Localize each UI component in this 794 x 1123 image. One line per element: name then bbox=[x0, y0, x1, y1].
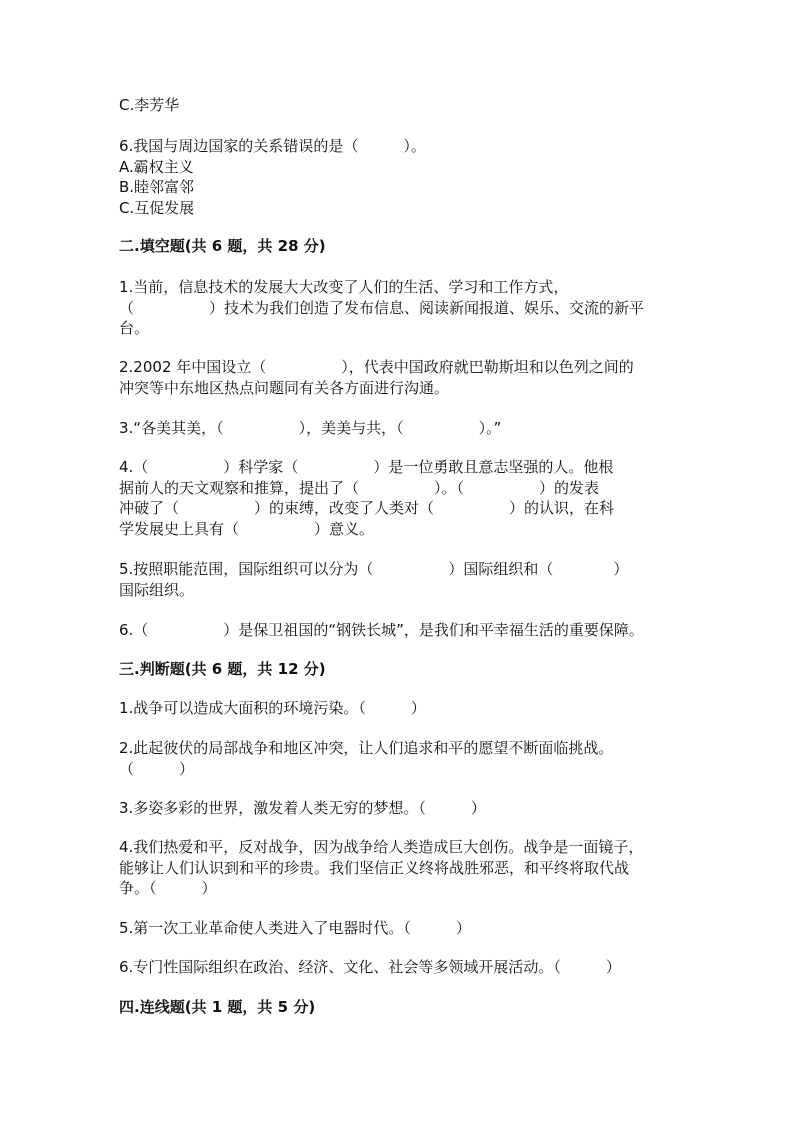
question-line: 2.2002 年中国设立（ ），代表中国政府就巴勒斯坦和以色列之间的 bbox=[119, 358, 634, 376]
true-false-question-3 bbox=[119, 798, 486, 819]
true-false-question-1 bbox=[119, 698, 426, 719]
question-line: 1.当前，信息技术的发展大大改变了人们的生活、学习和工作方式， bbox=[119, 278, 569, 296]
question-line: 3.多姿多彩的世界，激发着人类无穷的梦想。（ ） bbox=[119, 799, 486, 817]
question-line: （ ）技术为我们创造了发布信息、阅读新闻报道、娱乐、交流的新平 bbox=[119, 298, 645, 317]
question-line: 4.我们热爱和平，反对战争，因为战争给人类造成巨大创伤。战争是一面镜子， bbox=[119, 838, 644, 856]
question-line: 5.第一次工业革命使人类进入了电器时代。（ ） bbox=[119, 919, 471, 937]
fill-blank-question-3 bbox=[119, 418, 501, 439]
question-line: 5.按照职能范围，国际组织可以分为（ ）国际组织和（ ） bbox=[119, 560, 629, 578]
question-line: 冲突等中东地区热点问题同有关各方面进行沟通。 bbox=[119, 378, 450, 397]
option-text: C.李芳华 bbox=[119, 96, 180, 114]
question-line: 3.“各美其美，（ ），美美与共，（ ）。” bbox=[119, 419, 502, 437]
question-line: 能够让人们认识到和平的珍贵。我们坚信正义终将战胜邪恶，和平终将取代战 bbox=[119, 858, 630, 877]
section-heading-fill-blank: 二.填空题(共 6 题，共 28 分) bbox=[119, 237, 326, 255]
question-line: 6.专门性国际组织在政治、经济、文化、社会等多领域开展活动。（ ） bbox=[119, 958, 621, 976]
question-line: 台。 bbox=[119, 319, 150, 337]
q5-option-c bbox=[119, 95, 179, 116]
fill-blank-question-5 bbox=[119, 559, 628, 600]
question-line: 学发展史上具有（ ）意义。 bbox=[119, 519, 375, 538]
fill-blank-question-2 bbox=[119, 357, 634, 398]
option-c: C.互促发展 bbox=[119, 198, 195, 217]
question-line: 4.（ ）科学家（ ）是一位勇敢且意志坚强的人。他根 bbox=[119, 458, 614, 476]
true-false-question-2 bbox=[119, 738, 613, 779]
section-heading-true-false: 三.判断题(共 6 题，共 12 分) bbox=[119, 660, 326, 678]
true-false-question-6 bbox=[119, 957, 621, 978]
question-line: 争。（ ） bbox=[119, 879, 217, 897]
question-line: 据前人的天文观察和推算，提出了（ ）。（ ）的发表 bbox=[119, 478, 600, 497]
question-line: 冲破了（ ）的束缚，改变了人类对（ ）的认识，在科 bbox=[119, 499, 615, 517]
question-line: （ ） bbox=[119, 759, 195, 778]
question-line: 1.战争可以造成大面积的环境污染。（ ） bbox=[119, 699, 426, 717]
fill-blank-question-1 bbox=[119, 277, 644, 339]
q6-multiple-choice bbox=[119, 136, 426, 218]
fill-blank-question-4 bbox=[119, 457, 614, 539]
option-b: B.睦邻富邻 bbox=[119, 178, 195, 196]
true-false-question-4 bbox=[119, 837, 643, 899]
fill-blank-question-6 bbox=[119, 620, 644, 641]
question-stem: 6.我国与周边国家的关系错误的是（ ）。 bbox=[119, 137, 426, 155]
option-a: A.霸权主义 bbox=[119, 157, 194, 176]
section-heading-matching: 四.连线题(共 1 题，共 5 分) bbox=[119, 998, 316, 1016]
question-line: 2.此起彼伏的局部战争和地区冲突，让人们追求和平的愿望不断面临挑战。 bbox=[119, 739, 614, 757]
true-false-question-5 bbox=[119, 918, 471, 939]
question-line: 国际组织。 bbox=[119, 580, 195, 599]
question-line: 6.（ ）是保卫祖国的“钢铁长城”，是我们和平幸福生活的重要保障。 bbox=[119, 621, 644, 639]
